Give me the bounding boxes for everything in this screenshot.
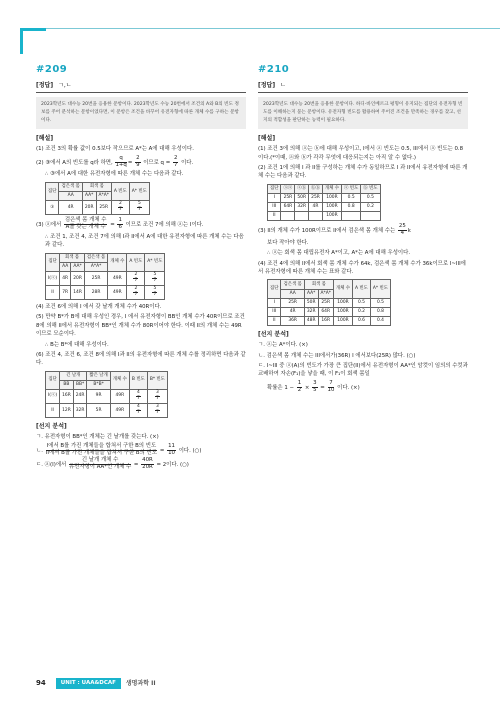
table-subheader: A*A* — [96, 191, 111, 200]
table-cell: 4R — [309, 202, 323, 211]
table-header: 긴 날개 — [60, 371, 87, 380]
option-3-text: 확률은 1 − — [267, 384, 294, 391]
table-cell: 0.8 — [370, 307, 390, 316]
denominator: 9 — [136, 161, 140, 168]
numerator: 2 — [173, 154, 178, 161]
table-row — [268, 193, 381, 202]
step-4: (4) 조건 4에 의해 II에서 회색 몸 개체 수가 64k, 검은색 몸 개체 수가 36k이므로 I~III에서 유전자형에 따른 개체 수는 표와 같다. — [258, 260, 466, 276]
step-3 — [258, 224, 468, 237]
table-row — [268, 298, 391, 307]
step-2-text: (2) ③에서 A의 빈도를 q라 하면, — [36, 159, 113, 166]
table-header: 집단 — [46, 371, 60, 389]
fraction — [136, 405, 141, 416]
table-cell: 100R — [333, 307, 352, 316]
denominator: 7 — [134, 277, 138, 283]
option-2-text: ㄴ. — [36, 447, 43, 454]
table-cell: 100R — [333, 316, 352, 325]
table-header: 집단 — [268, 184, 281, 193]
table-header: 회색 몸 — [60, 253, 85, 262]
table-cell — [281, 211, 295, 220]
step-3-text: = — [110, 222, 115, 228]
numerator: 7 — [329, 379, 333, 386]
fraction — [141, 458, 154, 471]
table-cell: 4R — [59, 201, 82, 215]
table-cell — [127, 285, 145, 299]
table-header: B* 빈도 — [147, 371, 167, 389]
table-cell: 100R — [322, 202, 341, 211]
numerator: 1 — [118, 217, 122, 224]
numerator: 5 — [137, 201, 141, 207]
genotype-table-1 — [267, 184, 381, 221]
table-cell: 25R — [96, 201, 111, 215]
step-5-conclusion: ∴ B는 B*에 대해 우성이다. — [45, 341, 109, 348]
fraction — [115, 156, 126, 169]
table-cell: 49R — [108, 285, 127, 299]
page-footer — [36, 678, 156, 689]
question-number: #210 — [258, 64, 290, 75]
table-cell: 0.4 — [370, 316, 390, 325]
table-header: 개체 수 — [110, 371, 129, 389]
table-cell: 49R — [110, 403, 129, 417]
table-cell: III — [268, 307, 281, 316]
table-cell — [129, 201, 149, 215]
table-cell — [129, 389, 147, 403]
table-header: 집단 — [46, 182, 59, 200]
table-cell: 12R — [60, 403, 74, 417]
section-heading-explanation: [해설] — [258, 134, 276, 142]
step-3 — [36, 218, 246, 231]
table-row — [46, 201, 150, 215]
table-cell: 25R — [309, 193, 323, 202]
table-header: 개체 수 — [322, 184, 341, 193]
option-3 — [36, 458, 246, 471]
table-cell: I — [268, 193, 281, 202]
numerator: I에서 B를 가진 개체들을 합쳐서 구한 B의 빈도 — [46, 442, 157, 449]
denominator: 7 — [173, 161, 178, 168]
table-cell — [147, 403, 167, 417]
table-row — [46, 403, 168, 417]
table-cell: 24R — [73, 389, 87, 403]
table-cell: 64R — [318, 307, 333, 316]
fraction — [152, 287, 157, 298]
table-cell: 9R — [87, 389, 110, 403]
option-2 — [36, 444, 246, 457]
table-cell: 20R — [82, 201, 96, 215]
fraction — [152, 273, 157, 284]
fraction — [155, 391, 160, 402]
table-cell: 5R — [87, 403, 110, 417]
table-cell: II — [46, 403, 60, 417]
fraction — [64, 218, 108, 231]
question-209-column — [36, 62, 246, 473]
option-2-text: 이다. (○) — [178, 447, 202, 454]
table-row — [46, 389, 168, 403]
table-cell: I(ⓐ) — [46, 389, 60, 403]
table-cell: 7R — [60, 285, 71, 299]
numerator: 11 — [168, 442, 175, 449]
table-cell: 32R — [304, 307, 318, 316]
table-cell: 32R — [295, 202, 309, 211]
genotype-table-1 — [45, 182, 150, 215]
table-cell: 28R — [84, 285, 107, 299]
table-cell — [309, 211, 323, 220]
fraction — [137, 202, 142, 213]
table-header: 집단 — [268, 280, 281, 298]
table-cell: 16R — [318, 316, 333, 325]
table-subheader: AA* — [71, 262, 85, 271]
step-5: (5) 만약 B*가 B에 대해 우성인 경우, I 에서 유전자형이 BB인 개체 수가 40R이므로 조건 8에 의해 II에서 유전자형이 BB*인 개체 수가 80R이어야 한다. 이때 II의 개체 수는 49R이므로 모순이다. — [36, 314, 245, 338]
table-cell: 0.2 — [361, 202, 380, 211]
table-cell — [295, 211, 309, 220]
table-cell: I — [268, 298, 281, 307]
denominator: 5 — [313, 386, 317, 393]
table-cell: 20R — [71, 271, 85, 285]
step-3-conclusion: ∴ ⓐ는 회색 몸 대립유전자 A*이고, A*는 A에 대해 우성이다. — [267, 250, 411, 257]
table-subheader: A*A* — [318, 289, 333, 298]
denominator: 7 — [155, 409, 159, 415]
denominator: 4 — [400, 230, 405, 236]
fraction — [117, 218, 122, 231]
table-cell — [342, 211, 361, 220]
table-header: A* 빈도 — [370, 280, 390, 298]
table-cell: 0.6 — [353, 316, 371, 325]
table-cell: 32R — [73, 403, 87, 417]
table-header: 짧은 날개 — [87, 371, 110, 380]
table-header: 검은색 몸 — [59, 182, 82, 191]
step-6: (6) 조건 4, 조건 6, 조건 8에 의해 I과 II의 유전자형에 따른 개체 수를 정리하면 다음과 같다. — [36, 351, 246, 367]
fraction — [135, 156, 140, 169]
option-1: ㄱ. 유전자형이 BB*인 개체는 긴 날개를 갖는다. (×) — [36, 434, 159, 441]
denominator: 2 — [297, 386, 302, 393]
table-cell — [361, 211, 380, 220]
answer-line — [258, 81, 468, 93]
table-subheader: A*A* — [84, 262, 107, 271]
table-subheader: BB — [60, 380, 74, 389]
fraction — [118, 202, 123, 213]
table-cell — [145, 271, 165, 285]
option-2: ㄴ. 검은색 몸 개체 수는 III에서가(36R) I 에서보다(25R) 많다. (○) — [258, 352, 416, 359]
option-3-text: = — [133, 462, 139, 469]
fraction — [398, 224, 407, 237]
table-header: 집단 — [46, 253, 60, 271]
table-subheader: ⓐⓐ — [281, 184, 295, 193]
denominator: 7 — [136, 395, 140, 401]
table-cell: II — [268, 316, 281, 325]
table-header: 개체 수 — [333, 280, 352, 298]
denominator: 7 — [155, 395, 159, 401]
table-cell: 25R — [281, 298, 304, 307]
table-row — [268, 307, 391, 316]
section-heading-options: [선지 분석] — [258, 330, 289, 338]
table-cell: I(ⓐ) — [46, 271, 60, 285]
table-cell: 100R — [322, 211, 341, 220]
header-rule — [46, 28, 500, 29]
step-3-conclusion: ∴ 조건 1, 조건 4, 조건 7에 의해 I과 II에서 A에 대한 유전자형에 따른 개체 수는 다음과 같다. — [45, 233, 244, 249]
fraction — [46, 444, 158, 457]
numerator: 25 — [398, 223, 406, 230]
table-row — [46, 285, 165, 299]
table-cell — [147, 389, 167, 403]
genotype-table-2 — [45, 253, 165, 300]
table-subheader: AA — [281, 289, 304, 298]
genotype-table-2 — [267, 279, 391, 325]
table-cell: 0.2 — [353, 307, 371, 316]
numerator: 3 — [155, 404, 159, 410]
table-cell: 50R — [295, 193, 309, 202]
step-3-text: (3) II의 개체 수가 100R이므로 II에서 검은색 몸 개체 수는 — [258, 228, 396, 234]
fraction — [133, 287, 138, 298]
numerator: q — [115, 156, 126, 163]
table-cell — [145, 285, 165, 299]
step-3-cont: 보다 작아야 한다. — [267, 239, 309, 246]
answer-label: [정답] — [258, 81, 276, 89]
numerator: 3 — [155, 390, 159, 395]
page-corner-decoration — [20, 28, 46, 54]
table-cell: 49R — [108, 271, 127, 285]
fraction — [133, 273, 138, 284]
step-2: (2) 조건 1에 의해 I 과 II를 구성하는 개체 수가 동일하므로 I 과 II에서 유전자형에 따른 개체 수는 다음과 같다. — [258, 164, 468, 180]
denominator: 10 — [168, 449, 175, 456]
step-4: (4) 조건 6에 의해 I 에서 갖 날개 개체 수가 40R이다. — [36, 304, 162, 310]
table-subheader: AA* — [304, 289, 318, 298]
denominator: 7 — [137, 207, 141, 213]
numerator: 2 — [134, 286, 138, 292]
table-cell: 49R — [110, 389, 129, 403]
section-heading-options: [선지 분석] — [36, 422, 67, 430]
fraction — [173, 156, 178, 169]
option-2-text: = — [159, 447, 165, 454]
numerator: 5 — [153, 272, 157, 278]
table-cell: 64R — [281, 202, 295, 211]
numerator: 긴 날개 개체 수 — [69, 458, 131, 465]
table-header: A* 빈도 — [145, 253, 165, 271]
intro-box: 2023학년도 대수능 20번을 응용한 문항이다. 하디-바인베르크 평형이 유지되는 집단의 유전자형 빈도를 이해하는지 묻는 문항이다. 유전자형 빈도를 활용하여 주어진 조건을 만족하는 경우를 찾고, 선지의 적합성을 판단하는 능력이 필요하다. — [258, 97, 468, 129]
genotype-table-3 — [45, 371, 168, 418]
fraction — [69, 458, 131, 471]
option-3-text: ㄷ. ⓐ(I)에서 — [36, 462, 67, 469]
option-3-text: × — [304, 384, 310, 391]
table-cell: 0.5 — [353, 298, 371, 307]
step-3-text: k — [407, 228, 411, 234]
denominator: 1+q — [115, 161, 127, 168]
option-3: ㄷ. I~III 중 ⓐ(A)의 빈도가 가장 큰 집단(II)에서 유전자형이 AA*인 암컷이 임의의 수컷과 교배하여 자손(F₁)을 낳을 때, 이 F₁이 회색 몸일 — [258, 362, 468, 378]
page-number: 94 — [36, 679, 46, 688]
fraction — [328, 381, 335, 394]
table-cell: 48R — [304, 316, 318, 325]
table-cell: II — [46, 285, 60, 299]
table-cell: 100R — [322, 193, 341, 202]
numerator: 40R — [142, 457, 153, 464]
numerator: 2 — [136, 154, 140, 161]
table-subheader: B*B* — [87, 380, 110, 389]
numerator: 2 — [118, 201, 122, 207]
denominator: 7 — [153, 277, 157, 283]
numerator: 5 — [153, 286, 157, 292]
table-cell: 4R — [281, 307, 304, 316]
table-header: A 빈도 — [127, 253, 145, 271]
table-cell: III — [268, 202, 281, 211]
table-cell: ③ — [46, 201, 59, 215]
table-cell: 0.5 — [370, 298, 390, 307]
table-header: 회색 몸 — [304, 280, 333, 289]
numerator: 1 — [297, 379, 302, 386]
option-3-text: = — [320, 384, 325, 391]
question-number: #209 — [36, 64, 68, 75]
numerator: 3 — [313, 379, 317, 386]
table-header: ⓑ 빈도 — [361, 184, 380, 193]
numerator: 4 — [136, 404, 140, 410]
fraction — [312, 381, 317, 394]
denominator: A를 갖는 개체 수 — [65, 224, 106, 230]
fraction — [167, 444, 176, 457]
answer-line — [36, 81, 246, 93]
table-header: B 빈도 — [129, 371, 147, 389]
table-cell: 0.8 — [342, 202, 361, 211]
denominator: 20R — [142, 464, 153, 471]
unit-badge: UNIT : UAA&DCAF — [56, 678, 121, 689]
table-cell: 14R — [71, 285, 85, 299]
table-cell: 100R — [333, 298, 352, 307]
table-cell: 4R — [60, 271, 71, 285]
denominator: 10 — [327, 386, 335, 393]
denominator: 유전자형이 AA*인 개체 수 — [68, 464, 132, 471]
option-3-text: = 2이다. (○) — [156, 462, 189, 469]
table-header: ⓐ 빈도 — [342, 184, 361, 193]
table-header: A 빈도 — [353, 280, 371, 298]
table-row — [268, 211, 381, 220]
intro-box: 2023학년도 대수능 20번을 응용한 문항이다. 2023학년도 수능 20번에서 조건의 A와 B의 빈도 정보를 주어 분석하는 문항이었다면, 이 문항은 조건을 바꾸어 유전자형에 따른 개체 수를 구하는 문항이다. — [36, 97, 246, 129]
table-cell — [129, 403, 147, 417]
denominator: 7 — [136, 409, 140, 415]
table-subheader: AA — [59, 191, 82, 200]
table-cell: 16R — [60, 389, 74, 403]
fraction — [136, 391, 141, 402]
table-subheader: AA* — [82, 191, 96, 200]
answer-label: [정답] — [36, 81, 54, 89]
table-row — [46, 271, 165, 285]
table-cell: 25R — [84, 271, 107, 285]
step-2: (2) ③에서 A의 빈도를 q라 하면, $\frac{q}{1+q}$ = $\frac{2}{9}$ 이므로 q = $\frac{2}{7}$ 이다. — [36, 154, 194, 168]
question-210-column — [258, 62, 468, 396]
section-heading-explanation: [해설] — [36, 134, 54, 142]
numerator: 검은색 몸 개체 수 — [64, 217, 107, 224]
denominator: 7 — [134, 291, 138, 297]
table-cell: 0.5 — [342, 193, 361, 202]
table-header: 검은색 몸 — [281, 280, 304, 289]
option-1: ㄱ. ⓐ는 A*이다. (×) — [258, 342, 308, 349]
table-subheader: ⓐⓑ — [295, 184, 309, 193]
table-cell: II — [268, 211, 281, 220]
fraction — [297, 381, 302, 394]
table-subheader: BB* — [73, 380, 87, 389]
table-cell: 50R — [304, 298, 318, 307]
table-cell — [111, 201, 129, 215]
table-cell: 0.5 — [361, 193, 380, 202]
table-header: A 빈도 — [111, 182, 129, 200]
step-2-text: 이다. — [181, 159, 194, 166]
table-header: 검은색 몸 — [84, 253, 107, 262]
fraction — [155, 405, 160, 416]
denominator: 7 — [153, 291, 157, 297]
step-2-text: 이므로 q = — [143, 159, 171, 166]
step-3-text: (3) ⓐ에서 — [36, 222, 62, 228]
table-header: 개체 수 — [108, 253, 127, 271]
option-3-text: 이다. (×) — [337, 384, 360, 391]
table-cell: 36R — [281, 316, 304, 325]
subject-label: 생명과학 II — [125, 679, 156, 687]
step-3-text: 이므로 조건 7에 의해 ⓐ는 I이다. — [125, 222, 204, 228]
step-1: (1) 조건 3의 확률 값이 0.5보다 작으므로 A*는 A에 대해 우성이다. — [36, 146, 194, 153]
answer-value: ㄱ,ㄴ — [58, 81, 72, 89]
numerator: 4 — [136, 390, 140, 395]
denominator: 6 — [118, 224, 122, 230]
table-cell: 25R — [318, 298, 333, 307]
table-row — [268, 202, 381, 211]
numerator: 2 — [134, 272, 138, 278]
step-2-conclusion: ∴ ③에서 A에 대한 유전자형에 따른 개체 수는 다음과 같다. — [45, 171, 184, 178]
denominator: II에서 B를 가진 개체들을 합쳐서 구한 B의 빈도 — [45, 449, 157, 456]
table-subheader: AA — [60, 262, 71, 271]
option-3-formula — [258, 381, 468, 394]
denominator: 7 — [118, 207, 122, 213]
step-1: (1) 조건 3에 의해 ⓐ는 ⓑ에 대해 우성이고, I에서 ⓐ 빈도는 0.5, III에서 ⓐ 빈도는 0.8이다.(*이때, ⓐ와 ⓑ가 각각 무엇에 대응되는지는 아직 알 수 없다.) — [258, 146, 464, 161]
table-subheader: ⓑⓑ — [309, 184, 323, 193]
table-cell — [127, 271, 145, 285]
table-row — [268, 316, 391, 325]
table-header: A* 빈도 — [129, 182, 149, 200]
answer-value: ㄴ — [280, 81, 286, 89]
table-cell: 25R — [281, 193, 295, 202]
table-header: 회색 몸 — [82, 182, 111, 191]
